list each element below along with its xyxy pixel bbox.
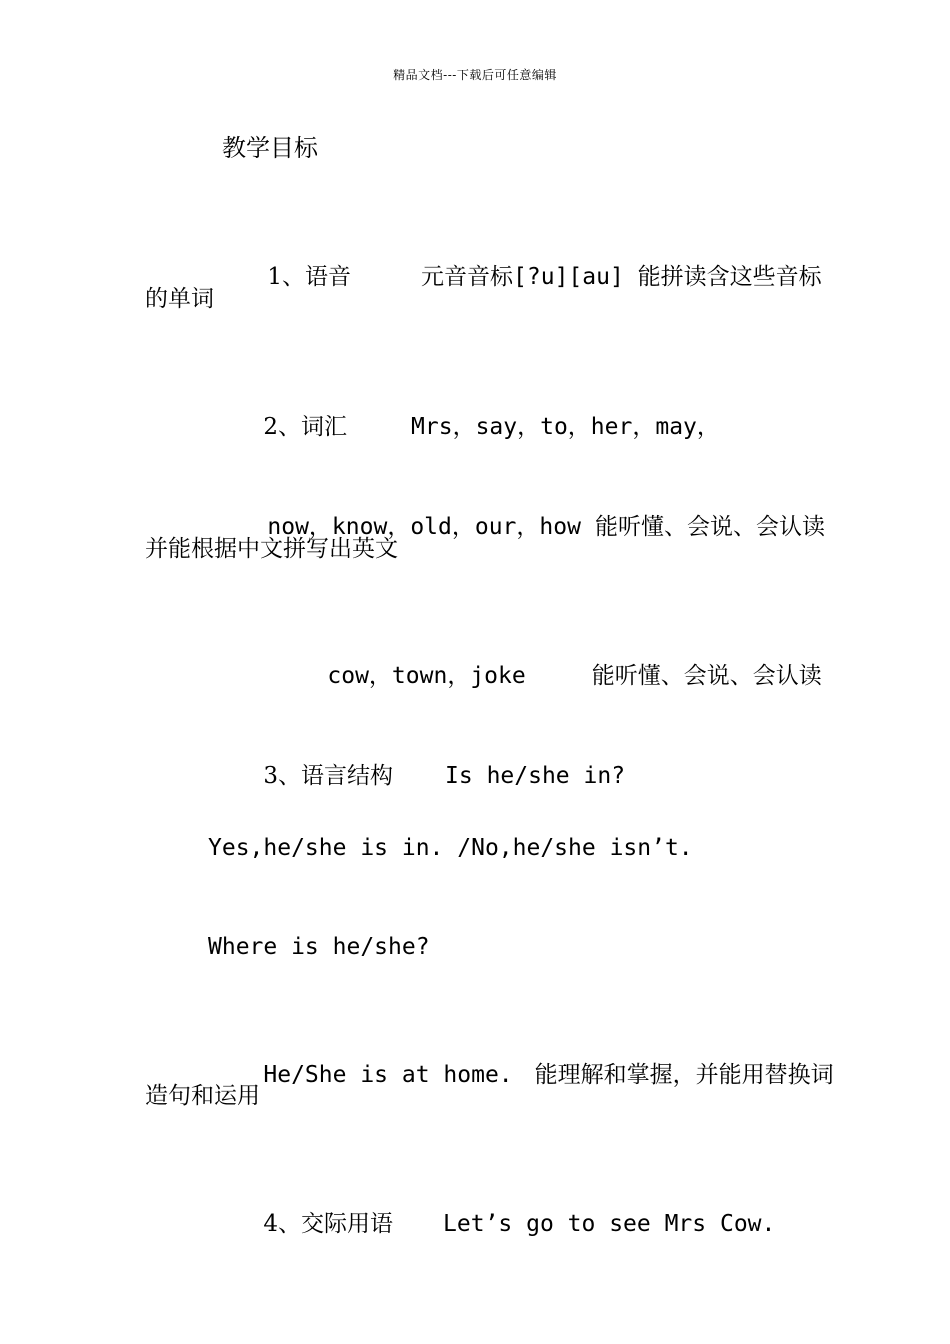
item-4-label: 4、交际用语 — [263, 1211, 394, 1237]
item-2-words-2: now，know，old，our，how — [267, 514, 581, 540]
item-2-continuation: 并能根据中文拼写出英文 — [145, 536, 398, 562]
item-1-continuation: 的单词 — [145, 286, 214, 312]
item-2-label: 2、词汇 — [263, 414, 348, 440]
item-3-requirement: 能理解和掌握，并能用替换词 — [534, 1062, 834, 1088]
item-2-requirement-3: 能听懂、会说、会认读 — [591, 663, 822, 689]
item-2-requirement-2: 能听懂、会说、会认读 — [594, 514, 825, 540]
item-3-label: 3、语言结构 — [263, 763, 394, 789]
item-1-text: 元音音标[?u][au] 能拼读含这些音标 — [421, 264, 822, 290]
page-header: 精品文档---下载后可任意编辑 — [393, 68, 557, 82]
item-3-continuation: 造句和运用 — [145, 1083, 260, 1109]
item-1-label: 1、语音 — [267, 264, 352, 290]
item-4-sentence-1: Let’s go to see Mrs Cow. — [443, 1211, 776, 1237]
item-2-words-3: cow，town，joke — [327, 663, 526, 689]
item-3-sentence-4: He/She is at home. — [263, 1062, 513, 1088]
item-1-line — [212, 235, 822, 319]
item-2-line — [208, 385, 720, 469]
section-title: 教学目标 — [222, 134, 318, 162]
item-2-words-line-3 — [272, 634, 822, 718]
item-3-sentence-1: Is he/she in? — [445, 763, 626, 789]
item-3-line — [208, 734, 625, 818]
item-2-words: Mrs，say，to，her，may， — [411, 414, 720, 440]
item-3-sentence-3: Where is he/she? — [208, 934, 430, 960]
item-3-sentence-2: Yes,he/she is in. /No,he/she isn’t. — [208, 835, 693, 861]
item-3-sentence-4-line — [208, 1033, 834, 1117]
item-4-line — [208, 1182, 775, 1266]
